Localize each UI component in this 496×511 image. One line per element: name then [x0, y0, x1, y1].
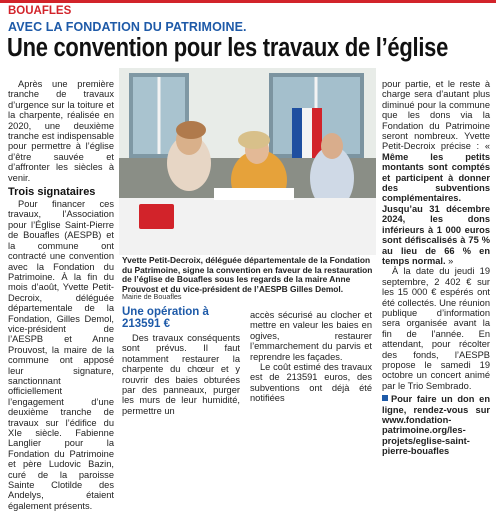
section-label: BOUAFLES — [8, 5, 72, 17]
intro-paragraph: Après une première tranche de travaux d’urgence sur la toiture et la charpente, réalisée en 2020, une deuxième tranche est indispensable pour permettre à l’église d’être sauvée et d’affronter les siècles à venir. — [8, 79, 114, 183]
operation-paragraph-a: Des travaux conséquents sont prévus. Il faut notamment restaurer la charpente du chœur et y rouvrir des baies obturées par des panneaux, purger les murs de leur humidité, permettre un — [122, 333, 240, 416]
operation-column-b — [250, 310, 372, 404]
operation-title: Une opération à 213591 € — [122, 306, 209, 330]
operation-column-a — [122, 333, 240, 416]
donation-cta-text[interactable]: Pour faire un don en ligne, rendez-vous sur www.fondation-patrimoine.org/les-projets/eglise-saint-pierre-bouafles — [382, 394, 490, 457]
body-paragraph: Pour financer ces travaux, l’Association pour l’Église Saint-Pierre de Bouafles (AESPB) et la commune ont contracté une convention avec la Fondation du Patrimoine. À la fin du mois d’août, Yvette Petit-Decroix, déléguée départementale de la Fondation, Gilles Demol, vice-président de l’AESPB et Anne Prouvost, la maire de la commune ont apposé leur signature, sanctionnant officiellement l’engagement d’une deuxième tranche de travaux sur l’édifice du XIe siècle. Fabienne Langlier pour la Fondation du Patrimoine et père Ludovic Bazin, curé de la paroisse Sainte Clotilde des Andelys, étaient également présents. — [8, 199, 114, 511]
quote-end: » — [445, 255, 454, 266]
quote-lead: pour partie, et le reste à charge sera d’autant plus diminué pour la commune que les dons via la Fondation du Patrimoine seront nombreux. Yvette Petit-Decroix précise : « — [382, 79, 490, 152]
bullet-square-icon — [382, 395, 388, 401]
operation-paragraph-b2: Le coût estimé des travaux est de 213591 euros, des subventions ont déjà été notifiées — [250, 362, 372, 404]
surtitle: AVEC LA FONDATION DU PATRIMOINE. — [8, 20, 247, 34]
update-paragraph: À la date du jeudi 19 septembre, 2 402 € sur les 15 000 € espérés ont été collectés. Une réunion publique d’information sera organisée avant la fin de l’année. En attendant, pour récolter des fonds, l’AESPB propose le samedi 19 octobre un concert animé par le Trio Sembrado. — [382, 266, 490, 391]
column-right — [382, 79, 490, 457]
quote-bold: Même les petits montants sont comptés et participent à donner des subventions complémentaires. Jusqu’au 31 décembre 2024, les dons inférieurs à 1 000 euros sont défiscalisés à 75 % au lieu de 66 % en temps normal. — [382, 151, 490, 266]
column-left — [8, 79, 114, 511]
donation-cta — [382, 394, 490, 456]
photo-illustration — [119, 68, 376, 255]
article-photo — [119, 68, 376, 255]
photo-caption: Yvette Petit-Decroix, déléguée départementale de la Fondation du Patrimoine, signe la convention en faveur de la restauration de l’église de Bouafles sous les regards de la maire Anne Prouvost et du vice-président de l’AESPB Gilles Demol. — [122, 255, 373, 294]
photo-credit: Mairie de Bouafles — [122, 292, 182, 301]
quote-paragraph — [382, 79, 490, 266]
operation-paragraph-b: accès sécurisé au clocher et mettre en valeur les baies en ogives, restaurer l’emmarchement du parvis et reprendre les façades. — [250, 310, 372, 362]
top-rule — [0, 0, 496, 3]
headline: Une convention pour les travaux de l’église — [7, 34, 449, 62]
subhead-signataires: Trois signataires — [8, 186, 96, 199]
